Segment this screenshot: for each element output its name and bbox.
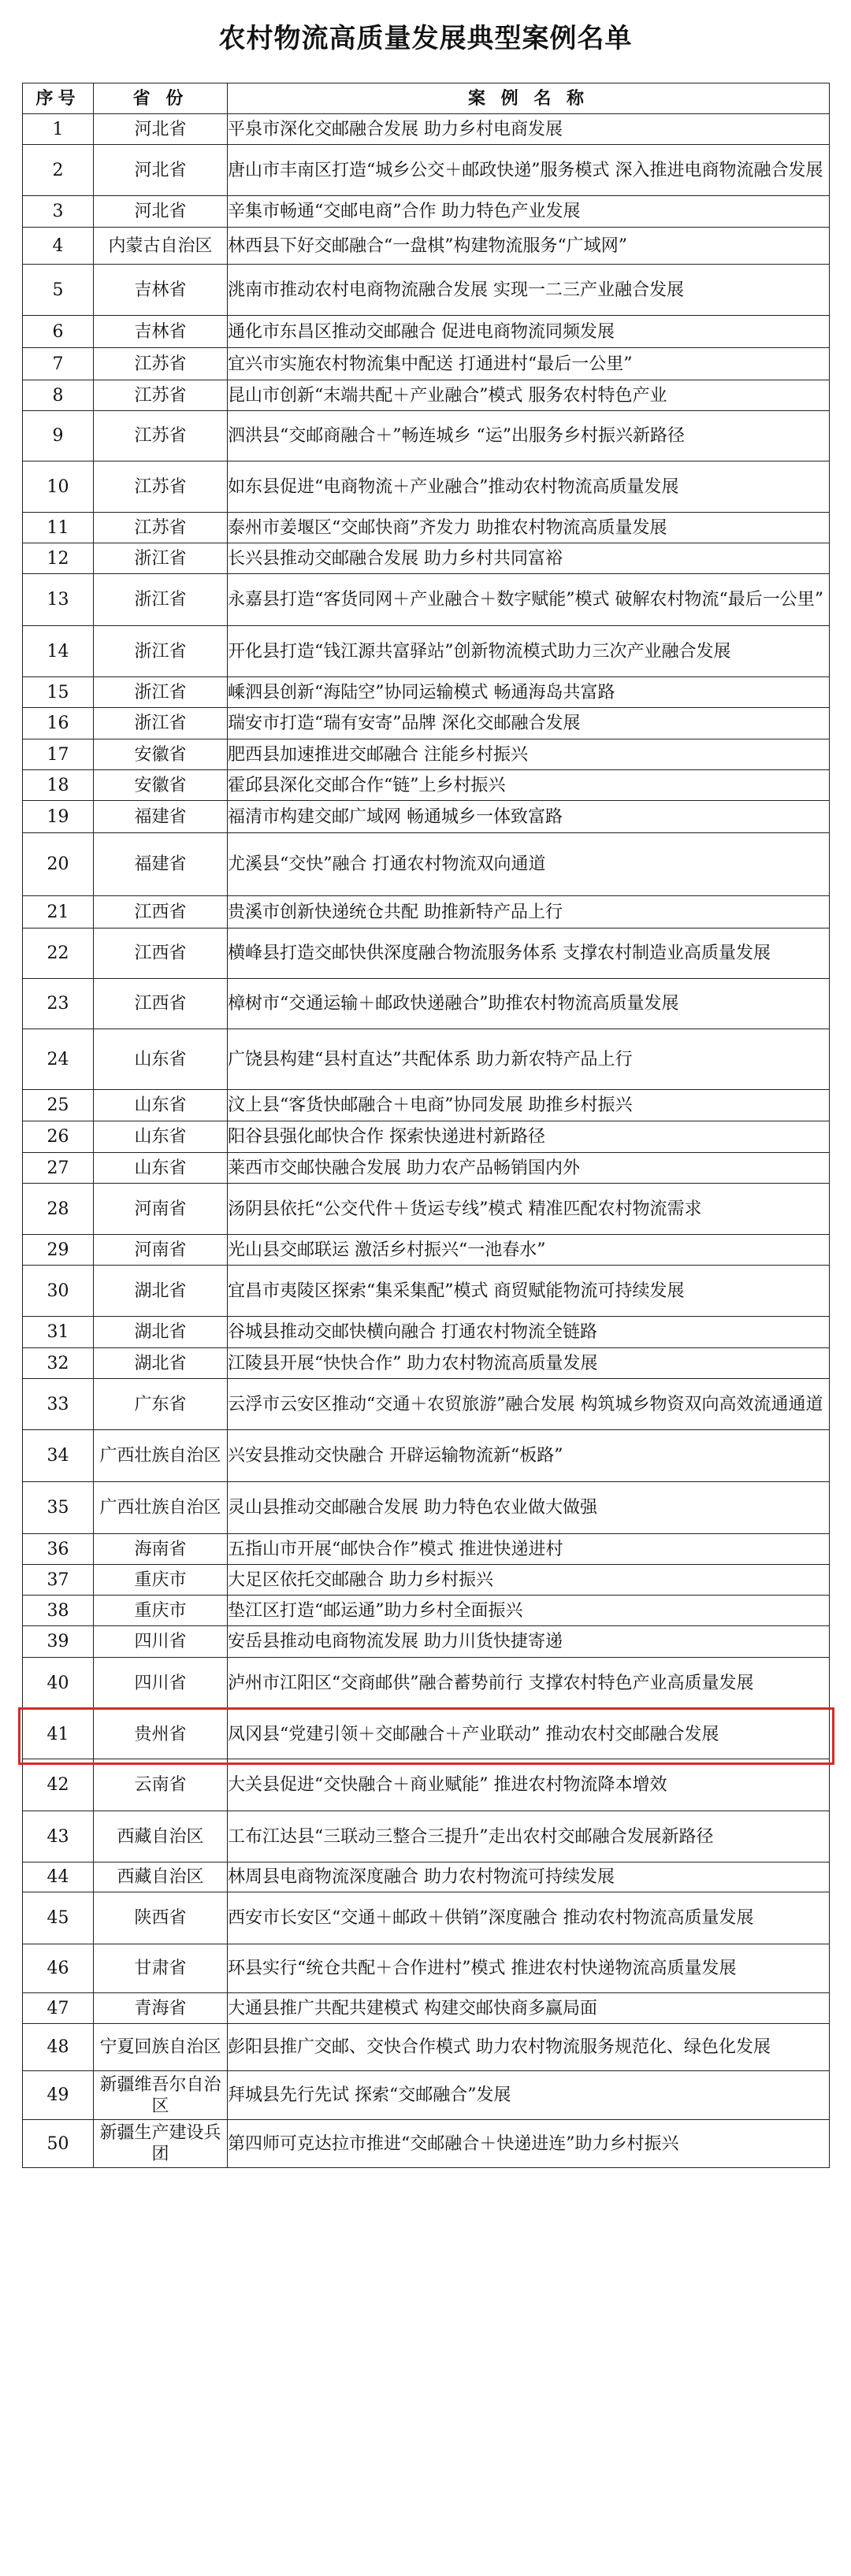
row-province: 重庆市 [94, 1596, 228, 1626]
row-case-name: 垫江区打造“邮运通”助力乡村全面振兴 [228, 1596, 830, 1626]
table-row [23, 196, 830, 228]
row-number: 24 [23, 1029, 94, 1090]
row-case-name: 开化县打造“钱江源共富驿站”创新物流模式助力三次产业融合发展 [228, 626, 830, 677]
row-province: 海南省 [94, 1534, 228, 1565]
table-row [23, 513, 830, 543]
table-row [23, 896, 830, 928]
row-province: 新疆维吾尔自治区 [94, 2071, 228, 2120]
table-row [23, 1565, 830, 1596]
row-number: 26 [23, 1121, 94, 1153]
row-number: 21 [23, 896, 94, 928]
row-number: 7 [23, 348, 94, 380]
row-number: 46 [23, 1944, 94, 1993]
row-province: 西藏自治区 [94, 1863, 228, 1892]
row-case-name: 莱西市交邮快融合发展 助力农产品畅销国内外 [228, 1153, 830, 1184]
row-case-name: 尤溪县“交快”融合 打通农村物流双向通道 [228, 833, 830, 896]
table-row [23, 1534, 830, 1565]
row-province: 吉林省 [94, 316, 228, 348]
row-case-name: 昆山市创新“末端共配＋产业融合”模式 服务农村特色产业 [228, 380, 830, 411]
table-row [23, 1863, 830, 1892]
table-row [23, 1944, 830, 1993]
row-province: 河北省 [94, 145, 228, 196]
row-case-name: 永嘉县打造“客货同网＋产业融合＋数字赋能”模式 破解农村物流“最后一公里” [228, 574, 830, 626]
row-case-name: 唐山市丰南区打造“城乡公交＋邮政快递”服务模式 深入推进电商物流融合发展 [228, 145, 830, 196]
table-row [23, 1266, 830, 1317]
row-province: 山东省 [94, 1153, 228, 1184]
row-number: 33 [23, 1379, 94, 1430]
row-province: 山东省 [94, 1029, 228, 1090]
row-case-name: 谷城县推动交邮快横向融合 打通农村物流全链路 [228, 1317, 830, 1348]
row-number: 18 [23, 770, 94, 801]
row-province: 重庆市 [94, 1565, 228, 1596]
row-case-name: 霍邱县深化交邮合作“链”上乡村振兴 [228, 770, 830, 801]
table-row [23, 461, 830, 513]
case-table [22, 83, 830, 2168]
row-number: 17 [23, 739, 94, 770]
row-province: 河南省 [94, 1235, 228, 1266]
row-province: 新疆生产建设兵团 [94, 2120, 228, 2168]
row-case-name: 横峰县打造交邮快供深度融合物流服务体系 支撑农村制造业高质量发展 [228, 928, 830, 979]
row-number: 13 [23, 574, 94, 626]
row-province: 广西壮族自治区 [94, 1482, 228, 1534]
row-case-name: 安岳县推动电商物流发展 助力川货快捷寄递 [228, 1626, 830, 1658]
row-number: 16 [23, 708, 94, 739]
row-number: 3 [23, 196, 94, 228]
row-province: 广西壮族自治区 [94, 1430, 228, 1482]
row-number: 35 [23, 1482, 94, 1534]
table-row [23, 708, 830, 739]
row-case-name: 嵊泗县创新“海陆空”协同运输模式 畅通海岛共富路 [228, 677, 830, 708]
table-row [23, 928, 830, 979]
row-case-name: 光山县交邮联运 激活乡村振兴“一池春水” [228, 1235, 830, 1266]
row-number: 9 [23, 411, 94, 461]
row-case-name: 贵溪市创新快递统仓共配 助推新特产品上行 [228, 896, 830, 928]
row-number: 37 [23, 1565, 94, 1596]
row-number: 15 [23, 677, 94, 708]
table-row [23, 1658, 830, 1710]
row-number: 48 [23, 2024, 94, 2071]
row-number: 43 [23, 1811, 94, 1863]
row-number: 19 [23, 801, 94, 833]
row-number: 49 [23, 2071, 94, 2120]
row-number: 42 [23, 1759, 94, 1811]
row-province: 内蒙古自治区 [94, 228, 228, 265]
row-province: 湖北省 [94, 1348, 228, 1379]
row-province: 吉林省 [94, 265, 228, 316]
row-case-name: 江陵县开展“快快合作” 助力农村物流高质量发展 [228, 1348, 830, 1379]
row-province: 江西省 [94, 979, 228, 1029]
row-number: 20 [23, 833, 94, 896]
row-province: 宁夏回族自治区 [94, 2024, 228, 2071]
row-number: 14 [23, 626, 94, 677]
row-case-name: 泸州市江阳区“交商邮供”融合蓄势前行 支撑农村特色产业高质量发展 [228, 1658, 830, 1710]
table-row [23, 770, 830, 801]
row-province: 河北省 [94, 114, 228, 145]
row-province: 贵州省 [94, 1710, 228, 1759]
table-row [23, 228, 830, 265]
row-province: 浙江省 [94, 574, 228, 626]
row-province: 河北省 [94, 196, 228, 228]
table-row [23, 1317, 830, 1348]
table-row [23, 1090, 830, 1121]
row-province: 青海省 [94, 1993, 228, 2024]
row-case-name: 福清市构建交邮广域网 畅通城乡一体致富路 [228, 801, 830, 833]
row-case-name: 大足区依托交邮融合 助力乡村振兴 [228, 1565, 830, 1596]
row-province: 福建省 [94, 833, 228, 896]
table-row [23, 801, 830, 833]
row-province: 河南省 [94, 1184, 228, 1235]
row-number: 10 [23, 461, 94, 513]
row-case-name: 工布江达县“三联动三整合三提升”走出农村交邮融合发展新路径 [228, 1811, 830, 1863]
row-case-name: 汶上县“客货快邮融合＋电商”协同发展 助推乡村振兴 [228, 1090, 830, 1121]
row-province: 浙江省 [94, 708, 228, 739]
table-row [23, 1153, 830, 1184]
row-case-name: 林西县下好交邮融合“一盘棋”构建物流服务“广域网” [228, 228, 830, 265]
row-case-name: 拜城县先行先试 探索“交邮融合”发展 [228, 2071, 830, 2120]
row-number: 34 [23, 1430, 94, 1482]
row-case-name: 宜昌市夷陵区探索“集采集配”模式 商贸赋能物流可持续发展 [228, 1266, 830, 1317]
row-case-name: 如东县促进“电商物流＋产业融合”推动农村物流高质量发展 [228, 461, 830, 513]
table-row [23, 411, 830, 461]
header-number: 序号 [23, 83, 94, 114]
table-row [23, 265, 830, 316]
row-province: 江苏省 [94, 461, 228, 513]
row-province: 四川省 [94, 1658, 228, 1710]
table-row [23, 739, 830, 770]
row-case-name: 五指山市开展“邮快合作”模式 推进快递进村 [228, 1534, 830, 1565]
row-number: 50 [23, 2120, 94, 2168]
row-case-name: 辛集市畅通“交邮电商”合作 助力特色产业发展 [228, 196, 830, 228]
table-row [23, 979, 830, 1029]
table-row [23, 2120, 830, 2168]
row-case-name: 灵山县推动交邮融合发展 助力特色农业做大做强 [228, 1482, 830, 1534]
row-number: 30 [23, 1266, 94, 1317]
table-header-row [23, 83, 830, 114]
table-row [23, 543, 830, 574]
row-province: 浙江省 [94, 543, 228, 574]
row-number: 27 [23, 1153, 94, 1184]
table-row [23, 380, 830, 411]
row-case-name: 长兴县推动交邮融合发展 助力乡村共同富裕 [228, 543, 830, 574]
row-case-name: 广饶县构建“县村直达”共配体系 助力新农特产品上行 [228, 1029, 830, 1090]
row-case-name: 凤冈县“党建引领＋交邮融合＋产业联动” 推动农村交邮融合发展 [228, 1710, 830, 1759]
row-province: 安徽省 [94, 770, 228, 801]
table-row [23, 316, 830, 348]
row-province: 湖北省 [94, 1266, 228, 1317]
row-province: 山东省 [94, 1090, 228, 1121]
row-number: 4 [23, 228, 94, 265]
table-row [23, 2024, 830, 2071]
row-number: 39 [23, 1626, 94, 1658]
table-row [23, 1482, 830, 1534]
row-number: 1 [23, 114, 94, 145]
row-number: 29 [23, 1235, 94, 1266]
row-province: 湖北省 [94, 1317, 228, 1348]
row-province: 江西省 [94, 928, 228, 979]
row-number: 45 [23, 1892, 94, 1944]
table-row [23, 1184, 830, 1235]
table-row [23, 574, 830, 626]
row-case-name: 通化市东昌区推动交邮融合 促进电商物流同频发展 [228, 316, 830, 348]
row-case-name: 樟树市“交通运输＋邮政快递融合”助推农村物流高质量发展 [228, 979, 830, 1029]
table-row [23, 1348, 830, 1379]
table-row [23, 1892, 830, 1944]
table-row [23, 1029, 830, 1090]
table-row [23, 114, 830, 145]
table-row [23, 626, 830, 677]
row-province: 甘肃省 [94, 1944, 228, 1993]
table-row [23, 1626, 830, 1658]
row-province: 江苏省 [94, 348, 228, 380]
table-row [23, 1596, 830, 1626]
row-case-name: 第四师可克达拉市推进“交邮融合＋快递进连”助力乡村振兴 [228, 2120, 830, 2168]
row-province: 山东省 [94, 1121, 228, 1153]
row-case-name: 大通县推广共配共建模式 构建交邮快商多赢局面 [228, 1993, 830, 2024]
page-title: 农村物流高质量发展典型案例名单 [218, 22, 633, 54]
row-number: 25 [23, 1090, 94, 1121]
row-number: 23 [23, 979, 94, 1029]
row-province: 江苏省 [94, 380, 228, 411]
row-province: 江苏省 [94, 411, 228, 461]
row-number: 40 [23, 1658, 94, 1710]
row-province: 西藏自治区 [94, 1811, 228, 1863]
table-row [23, 1235, 830, 1266]
row-number: 2 [23, 145, 94, 196]
row-number: 44 [23, 1863, 94, 1892]
table-row [23, 1379, 830, 1430]
table-row [23, 1811, 830, 1863]
row-number: 6 [23, 316, 94, 348]
row-province: 安徽省 [94, 739, 228, 770]
header-case-name: 案 例 名 称 [228, 83, 830, 114]
row-province: 陕西省 [94, 1892, 228, 1944]
table-row [23, 677, 830, 708]
row-number: 36 [23, 1534, 94, 1565]
row-case-name: 彭阳县推广交邮、交快合作模式 助力农村物流服务规范化、绿色化发展 [228, 2024, 830, 2071]
table-row [23, 1121, 830, 1153]
row-case-name: 肥西县加速推进交邮融合 注能乡村振兴 [228, 739, 830, 770]
row-case-name: 汤阴县依托“公交代件＋货运专线”模式 精准匹配农村物流需求 [228, 1184, 830, 1235]
table-row [23, 145, 830, 196]
row-case-name: 洮南市推动农村电商物流融合发展 实现一二三产业融合发展 [228, 265, 830, 316]
table-row [23, 348, 830, 380]
row-case-name: 环县实行“统仓共配＋合作进村”模式 推进农村快递物流高质量发展 [228, 1944, 830, 1993]
row-case-name: 云浮市云安区推动“交通＋农贸旅游”融合发展 构筑城乡物资双向高效流通通道 [228, 1379, 830, 1430]
table-row [23, 2071, 830, 2120]
row-number: 12 [23, 543, 94, 574]
row-number: 22 [23, 928, 94, 979]
row-number: 28 [23, 1184, 94, 1235]
row-number: 11 [23, 513, 94, 543]
row-case-name: 瑞安市打造“瑞有安寄”品牌 深化交邮融合发展 [228, 708, 830, 739]
row-province: 四川省 [94, 1626, 228, 1658]
row-province: 江苏省 [94, 513, 228, 543]
row-number: 38 [23, 1596, 94, 1626]
row-number: 5 [23, 265, 94, 316]
row-case-name: 宜兴市实施农村物流集中配送 打通进村“最后一公里” [228, 348, 830, 380]
row-province: 浙江省 [94, 677, 228, 708]
row-case-name: 泗洪县“交邮商融合＋”畅连城乡 “运”出服务乡村振兴新路径 [228, 411, 830, 461]
row-province: 江西省 [94, 896, 228, 928]
header-province: 省 份 [94, 83, 228, 114]
table-row [23, 1993, 830, 2024]
row-number: 47 [23, 1993, 94, 2024]
row-province: 福建省 [94, 801, 228, 833]
row-province: 广东省 [94, 1379, 228, 1430]
row-case-name: 兴安县推动交快融合 开辟运输物流新“板路” [228, 1430, 830, 1482]
row-case-name: 西安市长安区“交通＋邮政＋供销”深度融合 推动农村物流高质量发展 [228, 1892, 830, 1944]
row-case-name: 泰州市姜堰区“交邮快商”齐发力 助推农村物流高质量发展 [228, 513, 830, 543]
row-number: 31 [23, 1317, 94, 1348]
row-province: 云南省 [94, 1759, 228, 1811]
row-number: 32 [23, 1348, 94, 1379]
table-row [23, 1759, 830, 1811]
row-case-name: 平泉市深化交邮融合发展 助力乡村电商发展 [228, 114, 830, 145]
row-province: 浙江省 [94, 626, 228, 677]
row-case-name: 大关县促进“交快融合＋商业赋能” 推进农村物流降本增效 [228, 1759, 830, 1811]
table-row [23, 1430, 830, 1482]
table-row [23, 1710, 830, 1759]
row-case-name: 阳谷县强化邮快合作 探索快递进村新路径 [228, 1121, 830, 1153]
table-row [23, 833, 830, 896]
row-case-name: 林周县电商物流深度融合 助力农村物流可持续发展 [228, 1863, 830, 1892]
row-number: 41 [23, 1710, 94, 1759]
row-number: 8 [23, 380, 94, 411]
